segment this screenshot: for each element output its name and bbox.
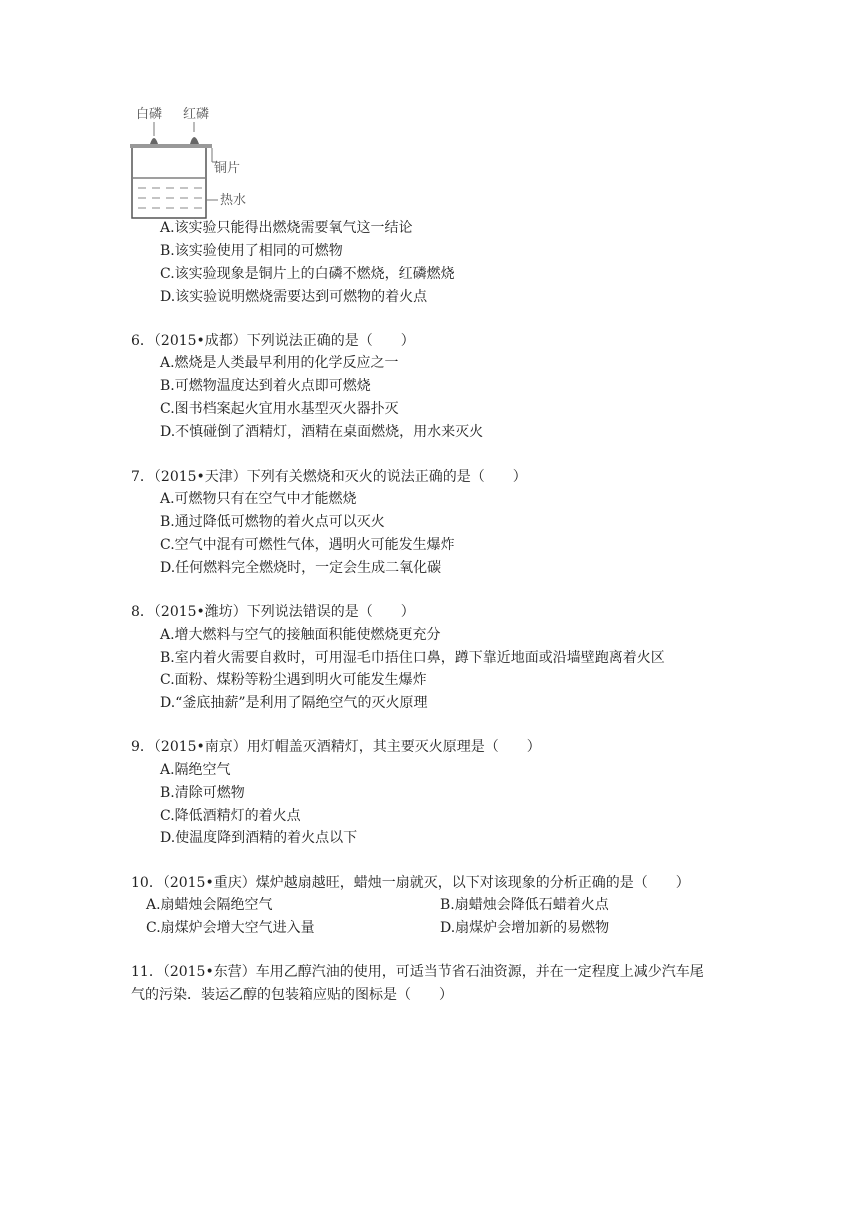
q9-option-b: B.清除可燃物 xyxy=(160,785,245,801)
q10-option-d: D.扇煤炉会增加新的易燃物 xyxy=(440,920,610,936)
q8-option-c: C.面粉、煤粉等粉尘遇到明火可能发生爆炸 xyxy=(160,672,427,688)
label-hot-water: 热水 xyxy=(220,193,247,208)
q9-stem: 9．（2015•南京）用灯帽盖灭酒精灯，其主要灭火原理是（ ） xyxy=(131,739,541,755)
q10-option-a: A.扇蜡烛会隔绝空气 xyxy=(146,897,273,913)
q7-option-b: B.通过降低可燃物的着火点可以灭火 xyxy=(160,514,385,530)
q6-option-d: D.不慎碰倒了酒精灯，酒精在桌面燃烧，用水来灭火 xyxy=(160,424,484,440)
q7-option-a: A.可燃物只有在空气中才能燃烧 xyxy=(160,491,357,507)
phosphorus-experiment-figure xyxy=(128,100,288,222)
q6-stem: 6．（2015•成都）下列说法正确的是（ ） xyxy=(131,333,415,349)
q8-option-d: D.“釜底抽薪”是利用了隔绝空气的灭火原理 xyxy=(160,695,428,711)
q7-option-d: D.任何燃料完全燃烧时，一定会生成二氧化碳 xyxy=(160,560,442,576)
q8-option-a: A.增大燃料与空气的接触面积能使燃烧更充分 xyxy=(160,627,441,643)
q11-stem-line2: 气的污染．装运乙醇的包装箱应贴的图标是（ ） xyxy=(131,987,453,1003)
q5-option-a: A.该实验只能得出燃烧需要氧气这一结论 xyxy=(160,220,413,236)
q7-stem: 7．（2015•天津）下列有关燃烧和灭火的说法正确的是（ ） xyxy=(131,469,527,485)
beaker-diagram xyxy=(128,100,288,222)
q10-option-c: C.扇煤炉会增大空气进入量 xyxy=(146,920,315,936)
q9-option-a: A.隔绝空气 xyxy=(160,762,231,778)
q5-option-d: D.该实验说明燃烧需要达到可燃物的着火点 xyxy=(160,289,428,305)
q10-option-b: B.扇蜡烛会降低石蜡着火点 xyxy=(440,897,609,913)
q11-stem-line1: 11．（2015•东营）车用乙醇汽油的使用，可适当节省石油资源，并在一定程度上减少汽车尾 xyxy=(131,964,704,980)
q8-stem: 8．（2015•潍坊）下列说法错误的是（ ） xyxy=(131,604,415,620)
q10-stem: 10．（2015•重庆）煤炉越扇越旺，蜡烛一扇就灭，以下对该现象的分析正确的是（ ） xyxy=(131,875,690,891)
label-red-phosphorus: 红磷 xyxy=(183,107,210,122)
q5-option-b: B.该实验使用了相同的可燃物 xyxy=(160,243,343,259)
q6-option-c: C.图书档案起火宜用水基型灭火器扑灭 xyxy=(160,401,399,417)
q6-option-a: A.燃烧是人类最早利用的化学反应之一 xyxy=(160,355,399,371)
q9-option-c: C.降低酒精灯的着火点 xyxy=(160,808,301,824)
q6-option-b: B.可燃物温度达到着火点即可燃烧 xyxy=(160,378,371,394)
label-white-phosphorus: 白磷 xyxy=(136,107,163,122)
q5-option-c: C.该实验现象是铜片上的白磷不燃烧，红磷燃烧 xyxy=(160,266,455,282)
q7-option-c: C.空气中混有可燃性气体，遇明火可能发生爆炸 xyxy=(160,537,455,553)
q9-option-d: D.使温度降到酒精的着火点以下 xyxy=(160,830,358,846)
label-copper-sheet: 铜片 xyxy=(214,161,241,176)
q8-option-b: B.室内着火需要自救时，可用湿毛巾捂住口鼻，蹲下靠近地面或沿墙壁跑离着火区 xyxy=(160,650,665,666)
